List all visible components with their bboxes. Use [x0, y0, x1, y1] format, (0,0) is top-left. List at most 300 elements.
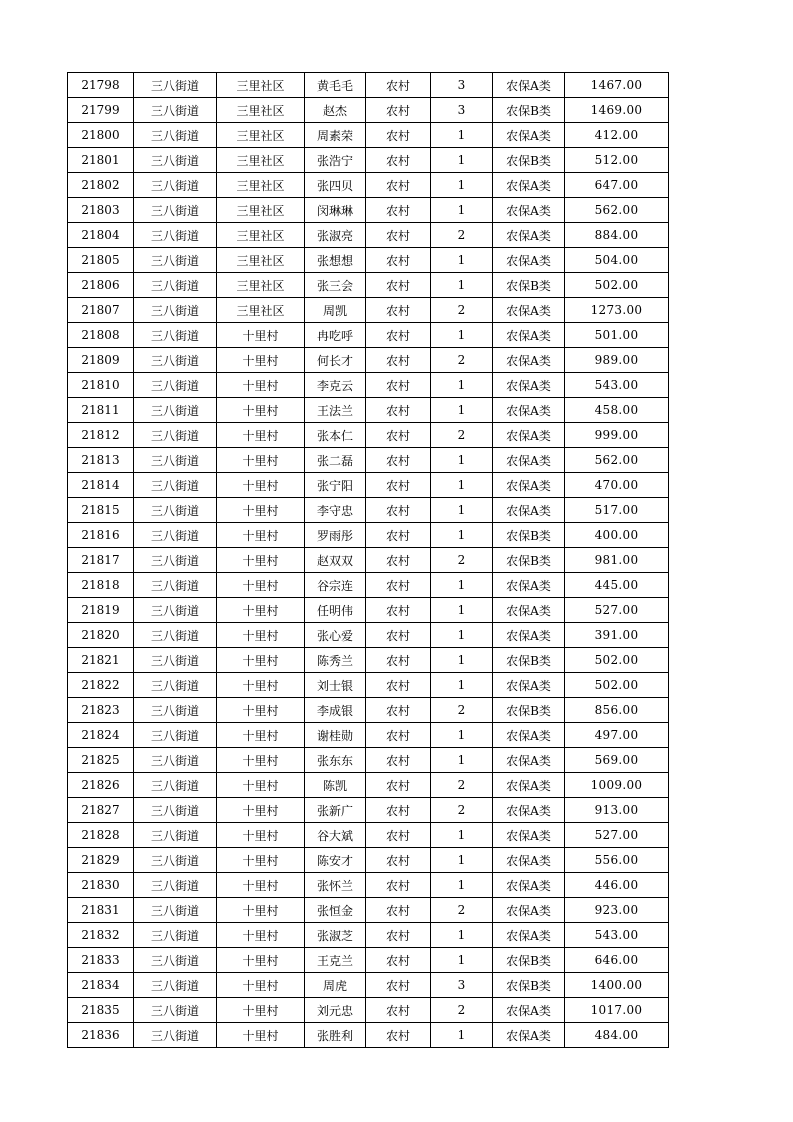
insurance-category-cell: 农保A类 [493, 473, 565, 498]
community-cell: 十里村 [217, 773, 305, 798]
subdistrict-cell: 三八街道 [134, 73, 217, 98]
amount-cell: 569.00 [565, 748, 669, 773]
household-type-cell: 农村 [366, 298, 431, 323]
household-type-cell: 农村 [366, 823, 431, 848]
amount-cell: 1467.00 [565, 73, 669, 98]
household-type-cell: 农村 [366, 1023, 431, 1048]
community-cell: 十里村 [217, 748, 305, 773]
household-size-cell: 1 [431, 523, 493, 548]
subdistrict-cell: 三八街道 [134, 423, 217, 448]
serial-number-cell: 21804 [68, 223, 134, 248]
serial-number-cell: 21803 [68, 198, 134, 223]
serial-number-cell: 21836 [68, 1023, 134, 1048]
table-row [68, 723, 669, 748]
serial-number-cell: 21806 [68, 273, 134, 298]
subdistrict-cell: 三八街道 [134, 648, 217, 673]
subdistrict-cell: 三八街道 [134, 273, 217, 298]
amount-cell: 400.00 [565, 523, 669, 548]
amount-cell: 646.00 [565, 948, 669, 973]
serial-number-cell: 21808 [68, 323, 134, 348]
amount-cell: 556.00 [565, 848, 669, 873]
subdistrict-cell: 三八街道 [134, 823, 217, 848]
amount-cell: 543.00 [565, 373, 669, 398]
household-type-cell: 农村 [366, 448, 431, 473]
table-row [68, 523, 669, 548]
subdistrict-cell: 三八街道 [134, 798, 217, 823]
table-row [68, 773, 669, 798]
subdistrict-cell: 三八街道 [134, 873, 217, 898]
amount-cell: 562.00 [565, 198, 669, 223]
household-type-cell: 农村 [366, 848, 431, 873]
table-row [68, 548, 669, 573]
household-size-cell: 2 [431, 798, 493, 823]
household-size-cell: 1 [431, 373, 493, 398]
household-type-cell: 农村 [366, 173, 431, 198]
amount-cell: 512.00 [565, 148, 669, 173]
table-row [68, 848, 669, 873]
serial-number-cell: 21830 [68, 873, 134, 898]
insurance-category-cell: 农保A类 [493, 748, 565, 773]
insurance-category-cell: 农保B类 [493, 523, 565, 548]
table-row [68, 248, 669, 273]
household-size-cell: 1 [431, 398, 493, 423]
household-size-cell: 2 [431, 298, 493, 323]
serial-number-cell: 21816 [68, 523, 134, 548]
insurance-category-cell: 农保A类 [493, 298, 565, 323]
serial-number-cell: 21831 [68, 898, 134, 923]
household-type-cell: 农村 [366, 773, 431, 798]
subdistrict-cell: 三八街道 [134, 448, 217, 473]
table-row [68, 373, 669, 398]
household-size-cell: 1 [431, 123, 493, 148]
community-cell: 三里社区 [217, 148, 305, 173]
serial-number-cell: 21825 [68, 748, 134, 773]
table-row [68, 198, 669, 223]
serial-number-cell: 21799 [68, 98, 134, 123]
table-row [68, 1023, 669, 1048]
household-size-cell: 1 [431, 1023, 493, 1048]
amount-cell: 913.00 [565, 798, 669, 823]
subdistrict-cell: 三八街道 [134, 98, 217, 123]
insurance-category-cell: 农保A类 [493, 223, 565, 248]
community-cell: 十里村 [217, 523, 305, 548]
amount-cell: 497.00 [565, 723, 669, 748]
amount-cell: 502.00 [565, 273, 669, 298]
table-row [68, 598, 669, 623]
name-cell: 张二磊 [305, 448, 366, 473]
table-row [68, 148, 669, 173]
household-size-cell: 3 [431, 73, 493, 98]
household-size-cell: 2 [431, 348, 493, 373]
insurance-category-cell: 农保A类 [493, 498, 565, 523]
table-row [68, 423, 669, 448]
table-row [68, 398, 669, 423]
household-size-cell: 1 [431, 198, 493, 223]
table-row [68, 73, 669, 98]
community-cell: 十里村 [217, 898, 305, 923]
subdistrict-cell: 三八街道 [134, 748, 217, 773]
table-row [68, 823, 669, 848]
amount-cell: 562.00 [565, 448, 669, 473]
household-type-cell: 农村 [366, 73, 431, 98]
insurance-category-cell: 农保A类 [493, 323, 565, 348]
community-cell: 三里社区 [217, 248, 305, 273]
household-type-cell: 农村 [366, 573, 431, 598]
household-size-cell: 1 [431, 148, 493, 173]
insurance-category-cell: 农保A类 [493, 1023, 565, 1048]
amount-cell: 412.00 [565, 123, 669, 148]
subdistrict-cell: 三八街道 [134, 123, 217, 148]
serial-number-cell: 21813 [68, 448, 134, 473]
insurance-category-cell: 农保A类 [493, 873, 565, 898]
amount-cell: 445.00 [565, 573, 669, 598]
household-type-cell: 农村 [366, 948, 431, 973]
household-type-cell: 农村 [366, 498, 431, 523]
amount-cell: 1469.00 [565, 98, 669, 123]
insurance-category-cell: 农保B类 [493, 548, 565, 573]
insurance-category-cell: 农保A类 [493, 198, 565, 223]
assistance-roster-table [67, 72, 669, 1048]
serial-number-cell: 21819 [68, 598, 134, 623]
serial-number-cell: 21817 [68, 548, 134, 573]
serial-number-cell: 21833 [68, 948, 134, 973]
serial-number-cell: 21800 [68, 123, 134, 148]
table-row [68, 448, 669, 473]
serial-number-cell: 21812 [68, 423, 134, 448]
subdistrict-cell: 三八街道 [134, 1023, 217, 1048]
table-row [68, 973, 669, 998]
name-cell: 陈凯 [305, 773, 366, 798]
table-row [68, 898, 669, 923]
household-type-cell: 农村 [366, 423, 431, 448]
insurance-category-cell: 农保A类 [493, 998, 565, 1023]
amount-cell: 884.00 [565, 223, 669, 248]
subdistrict-cell: 三八街道 [134, 698, 217, 723]
serial-number-cell: 21809 [68, 348, 134, 373]
name-cell: 陈秀兰 [305, 648, 366, 673]
serial-number-cell: 21828 [68, 823, 134, 848]
table-row [68, 573, 669, 598]
community-cell: 十里村 [217, 698, 305, 723]
insurance-category-cell: 农保A类 [493, 623, 565, 648]
name-cell: 张恒金 [305, 898, 366, 923]
subdistrict-cell: 三八街道 [134, 323, 217, 348]
name-cell: 任明伟 [305, 598, 366, 623]
table-row [68, 323, 669, 348]
name-cell: 张本仁 [305, 423, 366, 448]
amount-cell: 989.00 [565, 348, 669, 373]
insurance-category-cell: 农保B类 [493, 698, 565, 723]
insurance-category-cell: 农保B类 [493, 948, 565, 973]
household-size-cell: 1 [431, 323, 493, 348]
name-cell: 谷宗连 [305, 573, 366, 598]
name-cell: 张怀兰 [305, 873, 366, 898]
serial-number-cell: 21823 [68, 698, 134, 723]
name-cell: 张胜利 [305, 1023, 366, 1048]
household-type-cell: 农村 [366, 873, 431, 898]
community-cell: 三里社区 [217, 98, 305, 123]
community-cell: 十里村 [217, 398, 305, 423]
household-size-cell: 1 [431, 673, 493, 698]
amount-cell: 999.00 [565, 423, 669, 448]
name-cell: 张淑亮 [305, 223, 366, 248]
community-cell: 十里村 [217, 423, 305, 448]
household-type-cell: 农村 [366, 973, 431, 998]
table-row [68, 648, 669, 673]
amount-cell: 502.00 [565, 648, 669, 673]
amount-cell: 1009.00 [565, 773, 669, 798]
subdistrict-cell: 三八街道 [134, 223, 217, 248]
amount-cell: 981.00 [565, 548, 669, 573]
household-type-cell: 农村 [366, 123, 431, 148]
serial-number-cell: 21826 [68, 773, 134, 798]
serial-number-cell: 21827 [68, 798, 134, 823]
subdistrict-cell: 三八街道 [134, 198, 217, 223]
household-type-cell: 农村 [366, 648, 431, 673]
amount-cell: 1400.00 [565, 973, 669, 998]
household-size-cell: 2 [431, 548, 493, 573]
community-cell: 十里村 [217, 673, 305, 698]
insurance-category-cell: 农保A类 [493, 573, 565, 598]
community-cell: 十里村 [217, 848, 305, 873]
amount-cell: 647.00 [565, 173, 669, 198]
name-cell: 陈安才 [305, 848, 366, 873]
community-cell: 十里村 [217, 573, 305, 598]
table-row [68, 348, 669, 373]
subdistrict-cell: 三八街道 [134, 973, 217, 998]
amount-cell: 501.00 [565, 323, 669, 348]
name-cell: 张四贝 [305, 173, 366, 198]
amount-cell: 856.00 [565, 698, 669, 723]
subdistrict-cell: 三八街道 [134, 673, 217, 698]
name-cell: 王法兰 [305, 398, 366, 423]
household-type-cell: 农村 [366, 273, 431, 298]
name-cell: 赵杰 [305, 98, 366, 123]
insurance-category-cell: 农保A类 [493, 723, 565, 748]
insurance-category-cell: 农保B类 [493, 273, 565, 298]
amount-cell: 1017.00 [565, 998, 669, 1023]
serial-number-cell: 21801 [68, 148, 134, 173]
name-cell: 张三会 [305, 273, 366, 298]
name-cell: 刘士银 [305, 673, 366, 698]
amount-cell: 1273.00 [565, 298, 669, 323]
household-type-cell: 农村 [366, 998, 431, 1023]
community-cell: 十里村 [217, 498, 305, 523]
community-cell: 三里社区 [217, 198, 305, 223]
name-cell: 闵琳琳 [305, 198, 366, 223]
table-row [68, 173, 669, 198]
name-cell: 赵双双 [305, 548, 366, 573]
name-cell: 张宁阳 [305, 473, 366, 498]
table-row [68, 623, 669, 648]
serial-number-cell: 21807 [68, 298, 134, 323]
insurance-category-cell: 农保B类 [493, 98, 565, 123]
subdistrict-cell: 三八街道 [134, 948, 217, 973]
name-cell: 谢桂勋 [305, 723, 366, 748]
insurance-category-cell: 农保A类 [493, 398, 565, 423]
community-cell: 十里村 [217, 923, 305, 948]
household-size-cell: 2 [431, 423, 493, 448]
household-type-cell: 农村 [366, 348, 431, 373]
name-cell: 李守忠 [305, 498, 366, 523]
community-cell: 三里社区 [217, 298, 305, 323]
community-cell: 十里村 [217, 823, 305, 848]
household-type-cell: 农村 [366, 323, 431, 348]
household-size-cell: 1 [431, 248, 493, 273]
household-size-cell: 2 [431, 773, 493, 798]
household-type-cell: 农村 [366, 198, 431, 223]
household-size-cell: 1 [431, 723, 493, 748]
household-size-cell: 3 [431, 973, 493, 998]
amount-cell: 527.00 [565, 823, 669, 848]
serial-number-cell: 21822 [68, 673, 134, 698]
name-cell: 王克兰 [305, 948, 366, 973]
community-cell: 十里村 [217, 598, 305, 623]
amount-cell: 470.00 [565, 473, 669, 498]
table-row [68, 798, 669, 823]
community-cell: 十里村 [217, 723, 305, 748]
community-cell: 十里村 [217, 998, 305, 1023]
insurance-category-cell: 农保A类 [493, 173, 565, 198]
amount-cell: 923.00 [565, 898, 669, 923]
household-type-cell: 农村 [366, 373, 431, 398]
community-cell: 十里村 [217, 973, 305, 998]
serial-number-cell: 21798 [68, 73, 134, 98]
name-cell: 李成银 [305, 698, 366, 723]
community-cell: 三里社区 [217, 223, 305, 248]
community-cell: 十里村 [217, 948, 305, 973]
amount-cell: 484.00 [565, 1023, 669, 1048]
household-type-cell: 农村 [366, 748, 431, 773]
community-cell: 十里村 [217, 548, 305, 573]
serial-number-cell: 21829 [68, 848, 134, 873]
amount-cell: 458.00 [565, 398, 669, 423]
name-cell: 张淑芝 [305, 923, 366, 948]
serial-number-cell: 21832 [68, 923, 134, 948]
serial-number-cell: 21805 [68, 248, 134, 273]
name-cell: 罗雨彤 [305, 523, 366, 548]
subdistrict-cell: 三八街道 [134, 573, 217, 598]
household-size-cell: 3 [431, 98, 493, 123]
community-cell: 十里村 [217, 373, 305, 398]
table-row [68, 923, 669, 948]
serial-number-cell: 21820 [68, 623, 134, 648]
household-size-cell: 2 [431, 223, 493, 248]
name-cell: 周凯 [305, 298, 366, 323]
name-cell: 李克云 [305, 373, 366, 398]
household-size-cell: 1 [431, 498, 493, 523]
insurance-category-cell: 农保A类 [493, 448, 565, 473]
insurance-category-cell: 农保A类 [493, 73, 565, 98]
household-type-cell: 农村 [366, 98, 431, 123]
name-cell: 张想想 [305, 248, 366, 273]
household-type-cell: 农村 [366, 523, 431, 548]
name-cell: 冉吃呼 [305, 323, 366, 348]
table-row [68, 873, 669, 898]
table-row [68, 98, 669, 123]
subdistrict-cell: 三八街道 [134, 723, 217, 748]
serial-number-cell: 21814 [68, 473, 134, 498]
table-row [68, 498, 669, 523]
household-size-cell: 1 [431, 623, 493, 648]
household-size-cell: 2 [431, 998, 493, 1023]
table-row [68, 473, 669, 498]
household-size-cell: 1 [431, 923, 493, 948]
subdistrict-cell: 三八街道 [134, 773, 217, 798]
amount-cell: 543.00 [565, 923, 669, 948]
community-cell: 三里社区 [217, 73, 305, 98]
insurance-category-cell: 农保A类 [493, 898, 565, 923]
household-size-cell: 1 [431, 748, 493, 773]
serial-number-cell: 21824 [68, 723, 134, 748]
insurance-category-cell: 农保B类 [493, 148, 565, 173]
serial-number-cell: 21818 [68, 573, 134, 598]
community-cell: 三里社区 [217, 173, 305, 198]
table-row [68, 298, 669, 323]
household-type-cell: 农村 [366, 598, 431, 623]
name-cell: 周素荣 [305, 123, 366, 148]
household-size-cell: 1 [431, 873, 493, 898]
household-type-cell: 农村 [366, 548, 431, 573]
amount-cell: 391.00 [565, 623, 669, 648]
insurance-category-cell: 农保A类 [493, 773, 565, 798]
community-cell: 十里村 [217, 873, 305, 898]
serial-number-cell: 21811 [68, 398, 134, 423]
community-cell: 三里社区 [217, 273, 305, 298]
serial-number-cell: 21821 [68, 648, 134, 673]
subdistrict-cell: 三八街道 [134, 498, 217, 523]
subdistrict-cell: 三八街道 [134, 173, 217, 198]
table-row [68, 948, 669, 973]
household-size-cell: 1 [431, 573, 493, 598]
household-size-cell: 1 [431, 473, 493, 498]
community-cell: 十里村 [217, 448, 305, 473]
amount-cell: 527.00 [565, 598, 669, 623]
household-type-cell: 农村 [366, 798, 431, 823]
household-size-cell: 1 [431, 823, 493, 848]
insurance-category-cell: 农保A类 [493, 598, 565, 623]
subdistrict-cell: 三八街道 [134, 998, 217, 1023]
subdistrict-cell: 三八街道 [134, 298, 217, 323]
community-cell: 十里村 [217, 348, 305, 373]
household-size-cell: 1 [431, 448, 493, 473]
household-size-cell: 1 [431, 173, 493, 198]
table-row [68, 748, 669, 773]
household-size-cell: 1 [431, 648, 493, 673]
community-cell: 十里村 [217, 798, 305, 823]
household-type-cell: 农村 [366, 473, 431, 498]
insurance-category-cell: 农保A类 [493, 798, 565, 823]
household-type-cell: 农村 [366, 923, 431, 948]
community-cell: 十里村 [217, 1023, 305, 1048]
name-cell: 何长才 [305, 348, 366, 373]
household-type-cell: 农村 [366, 398, 431, 423]
insurance-category-cell: 农保A类 [493, 423, 565, 448]
household-type-cell: 农村 [366, 898, 431, 923]
name-cell: 黄毛毛 [305, 73, 366, 98]
name-cell: 张浩宁 [305, 148, 366, 173]
insurance-category-cell: 农保B类 [493, 648, 565, 673]
insurance-category-cell: 农保A类 [493, 673, 565, 698]
community-cell: 十里村 [217, 323, 305, 348]
household-type-cell: 农村 [366, 223, 431, 248]
household-type-cell: 农村 [366, 148, 431, 173]
household-size-cell: 1 [431, 848, 493, 873]
subdistrict-cell: 三八街道 [134, 473, 217, 498]
household-type-cell: 农村 [366, 623, 431, 648]
subdistrict-cell: 三八街道 [134, 248, 217, 273]
household-size-cell: 1 [431, 948, 493, 973]
